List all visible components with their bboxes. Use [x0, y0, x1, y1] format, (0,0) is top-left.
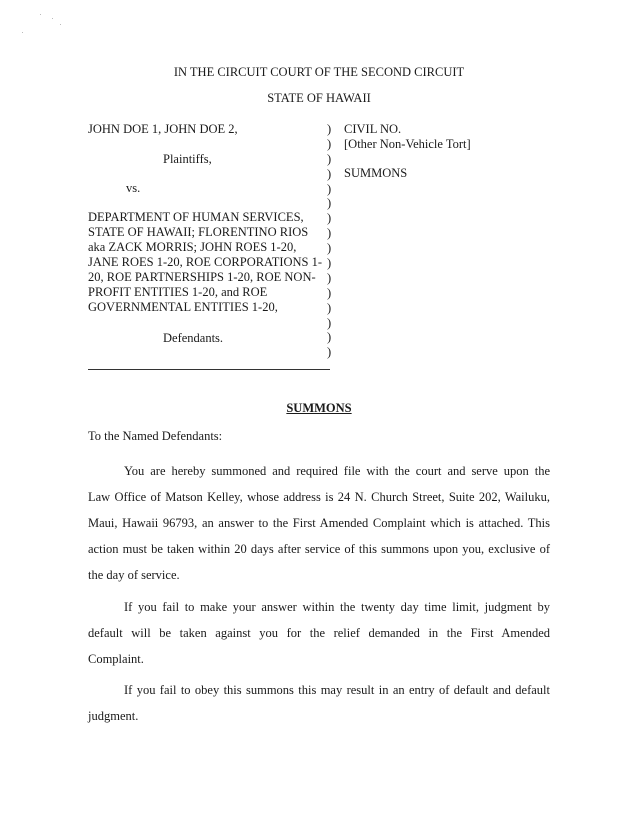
paragraph-line: If you fail to obey this summons this may result in an entry of default and default: [124, 683, 550, 697]
caption-paren: ): [327, 211, 332, 226]
defendant-line: STATE OF HAWAII; FLORENTINO RIOS: [88, 225, 309, 239]
paragraph-obey-warning: [88, 677, 550, 729]
defendant-line: JANE ROES 1-20, ROE CORPORATIONS 1-: [88, 255, 323, 269]
caption-paren: ): [327, 166, 332, 181]
paragraph-line: the day of service.: [88, 568, 180, 582]
caption-paren: ): [327, 270, 332, 285]
caption-paren: ): [327, 330, 332, 345]
caption-paren: ): [327, 300, 332, 315]
paragraph-service: [88, 458, 550, 588]
court-state: STATE OF HAWAII: [267, 91, 371, 105]
caption-paren: ): [327, 226, 332, 241]
case-type: [Other Non-Vehicle Tort]: [344, 137, 471, 151]
paragraph-line: If you fail to make your answer within the twenty day time limit, judgment by: [124, 600, 550, 614]
document-type: SUMMONS: [344, 166, 408, 180]
plaintiffs-names: JOHN DOE 1, JOHN DOE 2,: [88, 122, 238, 136]
plaintiffs-label: Plaintiffs,: [163, 152, 212, 166]
caption-paren: ): [327, 256, 332, 271]
defendant-line: DEPARTMENT OF HUMAN SERVICES,: [88, 210, 304, 224]
caption-paren: ): [327, 122, 332, 136]
summons-heading: SUMMONS: [286, 401, 352, 415]
defendant-line: GOVERNMENTAL ENTITIES 1-20,: [88, 300, 278, 314]
caption-paren: ): [327, 151, 332, 166]
paragraph-default-warning: [88, 594, 550, 672]
caption-paren: ): [327, 196, 332, 211]
caption-paren: ): [327, 241, 332, 256]
versus-label: vs.: [126, 181, 141, 195]
caption-underline: [88, 369, 330, 370]
scan-speck: [52, 18, 53, 19]
defendant-line: 20, ROE PARTNERSHIPS 1-20, ROE NON-: [88, 270, 316, 284]
paragraph-line: Law Office of Matson Kelley, whose address is 24 N. Church Street, Suite 202, Wailuku,: [88, 490, 550, 504]
paragraph-line: judgment.: [88, 709, 139, 723]
defendant-line: aka ZACK MORRIS; JOHN ROES 1-20,: [88, 240, 297, 254]
defendants-label: Defendants.: [163, 331, 224, 345]
paragraph-line: action must be taken within 20 days after service of this summons upon you, exclusive of: [88, 542, 550, 556]
paragraph-line: Maui, Hawaii 96793, an answer to the First Amended Complaint which is attached. This: [88, 516, 550, 530]
paragraph-line: default will be taken against you for the relief demanded in the First Amended: [88, 626, 550, 640]
salutation: To the Named Defendants:: [88, 429, 223, 443]
court-name: IN THE CIRCUIT COURT OF THE SECOND CIRCUIT: [173, 65, 465, 79]
paragraph-line: Complaint.: [88, 652, 144, 666]
scan-speck: [60, 24, 61, 25]
caption-paren: ): [327, 315, 332, 330]
paragraph-line: You are hereby summoned and required file with the court and serve upon the: [124, 464, 550, 478]
civil-number-label: CIVIL NO.: [344, 122, 402, 136]
scan-speck: [40, 14, 41, 15]
caption-paren: ): [327, 181, 332, 196]
scan-speck: [22, 32, 23, 33]
caption-paren: ): [327, 285, 332, 300]
defendant-line: PROFIT ENTITIES 1-20, and ROE: [88, 285, 268, 299]
caption-paren: ): [327, 345, 332, 360]
caption-paren: ): [327, 136, 332, 151]
caption-paren-column: [327, 122, 331, 360]
